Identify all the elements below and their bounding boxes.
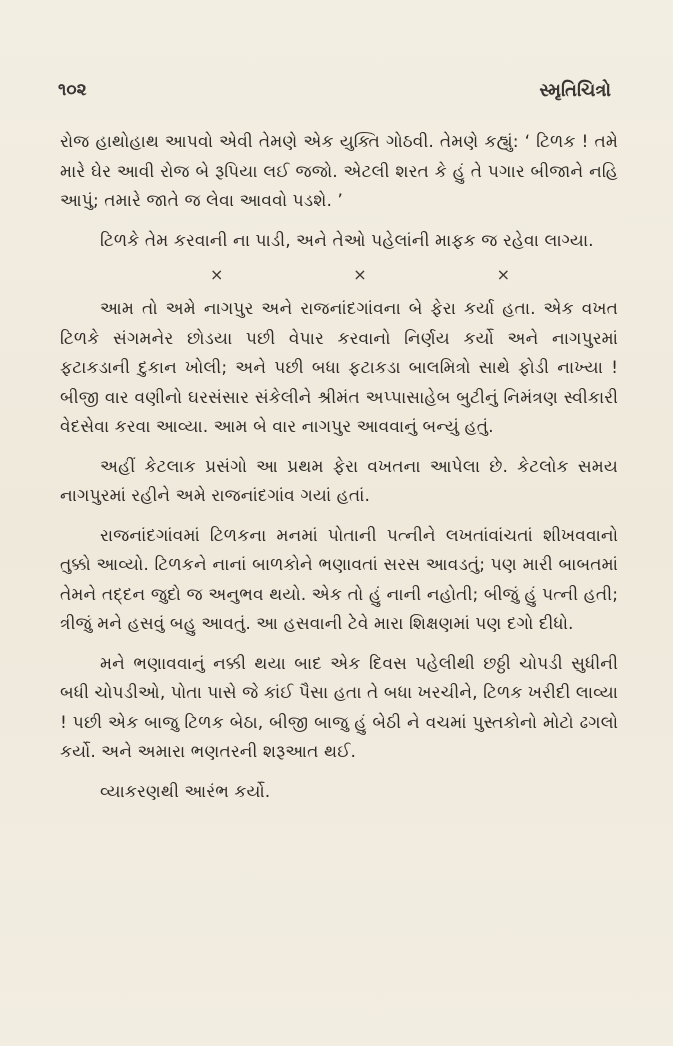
running-title: સ્મૃતિચિત્રો: [539, 80, 611, 101]
page-header: [58, 80, 611, 110]
paragraph-3: આમ તો અમે નાગપુર અને રાજનાંદગાંવના બે ફેરા કર્યા હતા. એક વખત ટિળકે સંગમનેર છોડયા પછી વેપાર કરવાનો નિર્ણય કર્યો અને નાગપુરમાં ફટાકડાની દુકાન ખોલી; અને પછી બધા ફટાકડા બાલમિત્રો સાથે ફોડી નાખ્યા ! બીજી વાર વણીનો ઘરસંસાર સંકેલીને શ્રીમંત અપ્પાસાહેબ બુટીનું નિમંત્રણ સ્વીકારી વેદસેવા કરવા આવ્યા. આમ બે વાર નાગપુર આવવાનું બન્યું હતું.: [60, 299, 618, 437]
paragraph-2: ટિળકે તેમ કરવાની ના પાડી, અને તેઓ પહેલાંની માફક જ રહેવા લાગ્યા.: [100, 230, 594, 251]
page-number: ૧૦૨: [58, 80, 87, 100]
paragraph-4: અહીં કેટલાક પ્રસંગો આ પ્રથમ ફેરા વખતના આપેલા છે. કેટલોક સમય નાગપુરમાં રહીને અમે રાજનાંદગાંવ ગયાં હતાં.: [60, 456, 618, 506]
separator-mark-2: ×: [353, 265, 367, 284]
section-separator: [210, 261, 510, 289]
paragraph-5: રાજનાંદગાંવમાં ટિળકના મનમાં પોતાની પત્નીને લખતાંવાંચતાં શીખવવાનો તુક્કો આવ્યો. ટિળકને નાનાં બાળકોને ભણાવતાં સરસ આવડતું; પણ મારી બાબતમાં તેમને તદ્દન જુદો જ અનુભવ થયો. એક તો હું નાની નહોતી; બીજું હું પત્ની હતી; ત્રીજું મને હસવું બહુ આવતું. આ હસવાની ટેવે મારા શિક્ષણમાં પણ દગો દીધો.: [60, 525, 618, 634]
separator-mark-3: ×: [496, 265, 510, 284]
paragraph-1: રોજ હાથોહાથ આપવો એવી તેમણે એક યુક્તિ ગોઠવી. તેમણે કહ્યું: ‘ ટિળક ! તમે મારે ઘેર આવી રોજ બે રૂપિયા લઈ જજો. એટલી શરત કે હું તે પગાર બીજાને નહિ આપું; તમારે જાતે જ લેવા આવવો પડશે. ’: [60, 132, 618, 211]
page-body: [60, 128, 618, 817]
separator-mark-1: ×: [210, 265, 224, 284]
paragraph-6: મને ભણાવવાનું નક્કી થયા બાદ એક દિવસ પહેલીથી છઠ્ઠી ચોપડી સુધીની બધી ચોપડીઓ, પોતા પાસે જે કાંઈ પૈસા હતા તે બધા ખરચીને, ટિળક ખરીદી લાવ્યા ! પછી એક બાજુ ટિળક બેઠા, બીજી બાજુ હું બેઠી ને વચમાં પુસ્તકોનો મોટો ઢગલો કર્યો. અને અમારા ભણતરની શરૂઆત થઈ.: [60, 653, 618, 762]
paragraph-7: વ્યાકરણથી આરંભ કર્યો.: [100, 781, 271, 802]
